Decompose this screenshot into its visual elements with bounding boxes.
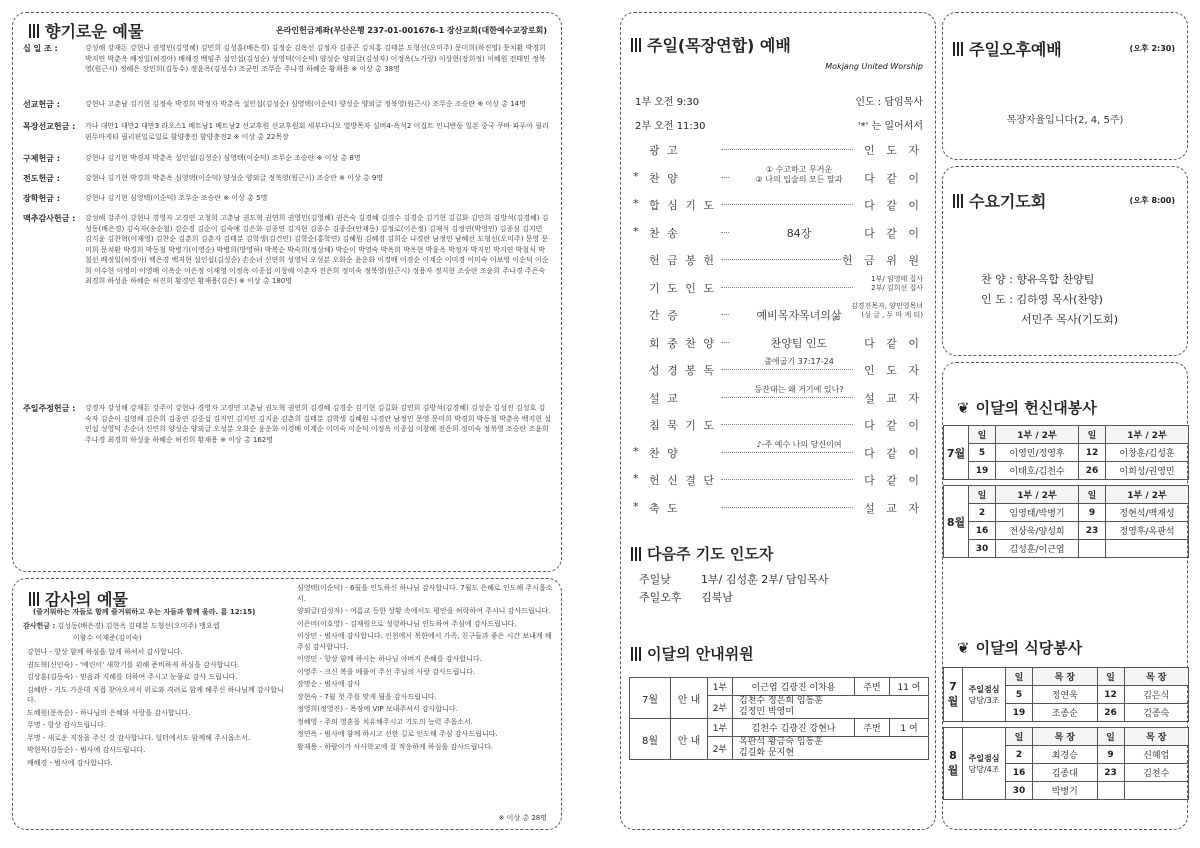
ushers-title-wrap [631,643,754,664]
column-header: 일 [1006,728,1033,746]
table-cell: 이희성/권영민 [1106,462,1189,480]
thanks-item: 정영희(정영진) - 목장에 VIP 보내주셔서 감사합니다. [297,705,458,713]
offering-group-names: 강현나 김기현 심영택(이순덕) 조무순 조승란 ※ 이상 총 5명 [85,194,268,202]
table-cell: 5 [1006,686,1033,704]
thanks-item: 양외글(김성자) - 여름교 등한 상황 속에서도 평안을 허락하여 주시니 감사드립니다. [297,607,551,615]
table-cell: 9 [1079,504,1106,522]
worship-order-item [633,164,923,189]
order-person: 다 같 이 [864,474,923,487]
offering-group-names: 강현나 김기현 박경자 박춘옥 설인섭(김성순) 심영택(이순덕) 조무순 조승란 ※ 이상 총 8명 [85,154,361,162]
wednesday-time: (오후 8:00) [1129,196,1175,205]
thanks-names2: 이왕수 이재준(김이숙) [73,634,142,642]
offering-group-label: 장학헌금 : [23,194,60,203]
column-header: 일 [969,486,996,504]
table-cell: 19 [969,462,996,480]
ushers-role: 안 내 [671,678,708,719]
worship-order-item [633,222,923,244]
table-row [944,462,1189,480]
afternoon-title-wrap [953,37,1062,60]
thanks-item: 무명 - 항상 감사드립니다. [27,721,107,729]
order-name: 설 교 [649,391,680,405]
thanks-item: 무명 - 새로운 직장을 주신 것 감사합니다. 일터에서도 함께해 주시옵소서. [27,733,251,742]
ushers-week-label: 주번 [855,678,890,696]
worship-order-item [639,332,923,354]
ushers-month: 8월 [630,719,671,760]
first-service-time: 1부 오전 9:30 [635,97,700,108]
thanks-right-list [297,583,555,754]
leader-line [721,424,853,425]
order-name: 찬 양 [649,171,680,185]
afternoon-panel [942,12,1188,160]
column-header: 1부 / 2부 [996,426,1079,444]
ushers-title: 이달의 안내위원 [647,645,754,663]
ushers-month: 7월 [630,678,671,719]
offering-group-label: 주일주정헌금 : [23,404,76,413]
thanks-head [23,621,219,632]
thanks-item: 이영주 - 크신 복을 베풀어 주신 주님의 사랑 감사드립니다. [297,667,476,676]
second-service-time: 2부 오전 11:30 [635,121,706,132]
table-cell: 이창훈/김성훈 [1106,444,1189,462]
stand-mark: * [633,472,639,485]
wednesday-title-wrap [953,189,1046,212]
table-cell [1106,540,1189,558]
table-header-row [944,728,1189,746]
stand-note: '*' 는 일어서서 [857,121,923,132]
kitchen-table [943,667,1189,722]
table-header-row [944,426,1189,444]
column-header: 1부 / 2부 [1106,486,1189,504]
leader-line [721,397,853,398]
thanks-total: ※ 이상 총 28명 [498,814,547,822]
order-name: 침 묵 기 도 [649,419,716,432]
wednesday-leader: 인 도 : 김하영 목사(찬양) [981,293,1103,306]
section-mark-icon [631,547,641,561]
column-header: 목 장 [1124,668,1189,686]
order-person: 김경진목자, 양민영목녀 (싱 글 , 두 마 게 티) [850,302,923,319]
ushers-role: 안 내 [671,719,708,760]
thanks-item: 이은비(이호영) - 김재원으로 성령하나님 인도하여 주심에 감사드립니다. [297,619,517,628]
offering-group-label: 십 일 조 : [23,44,58,53]
order-detail: 예비목자목녀의삶 [729,307,869,323]
team-cell [963,728,1006,800]
table-row [944,444,1189,462]
table-cell: 임영태/박병기 [996,504,1079,522]
worship-order-item [639,359,923,381]
table-cell: 박병기 [1033,782,1098,800]
worship-order-item [639,384,923,409]
order-name: 광 고 [649,144,680,157]
month-label: 8월 [944,486,969,558]
kitchen-title: 이달의 식당봉사 [975,639,1083,657]
thanks-label: 감사헌금 : [23,622,56,630]
next-pm-label: 주일오후 [639,591,682,604]
offering-group-label: 전도헌금 : [23,174,60,183]
wednesday-leader2: 서민주 목사(기도회) [1021,313,1119,326]
table-cell: 정현석/백재성 [1106,504,1189,522]
offering-title-wrap [29,19,143,42]
column-header: 1부 / 2부 [996,486,1079,504]
ushers-week-label: 주번 [855,719,890,737]
wednesday-panel [942,166,1188,356]
section-mark-icon [631,38,641,52]
table-cell: 9 [1097,746,1124,764]
stand-mark: * [633,444,639,458]
section-mark-icon [953,194,963,208]
leader-line [721,259,853,260]
stand-mark: * [633,224,639,238]
order-person: 인 도 자 [864,144,923,157]
team-label: 담당/3조 [968,695,1000,705]
offering-group-label: 목장선교헌금 : [23,122,76,131]
order-detail: 찬양팀 인도 [729,335,869,351]
thanks-title: 감사의 예물 [45,590,128,609]
worship-panel [620,12,936,830]
order-detail: 등잔대는 왜 거기에 있나? [729,385,869,395]
ushers-week: 1 여 [890,719,929,737]
month-label: 8월 [944,728,963,800]
section-mark-icon [29,24,39,38]
table-cell: 김성훈/이근엽 [996,540,1079,558]
order-person: 설 교 자 [864,391,923,405]
month-label: 7월 [944,426,969,480]
order-name: 기 도 인 도 [649,281,716,295]
table-cell: 김천수 [1124,764,1189,782]
section-mark-icon [29,592,39,606]
thanks-left-list [27,647,289,770]
ushers-row [630,719,929,737]
order-person: 다 같 이 [864,446,923,460]
wednesday-title: 수요기도회 [969,192,1047,211]
offering-group-label: 구제헌금 : [23,154,60,163]
table-cell: 정연욱 [1033,686,1098,704]
offering-title: 향기로운 예물 [45,22,144,41]
service-title: 이달의 헌신대봉사 [975,399,1097,417]
table-cell: 2 [1006,746,1033,764]
team-cell [963,668,1006,722]
worship-order-item [639,304,923,326]
table-cell: 전상욱/양성희 [996,522,1079,540]
column-header: 일 [1097,728,1124,746]
ushers-service: 1부 [708,678,733,696]
order-person: 다 같 이 [864,199,923,212]
order-detail: ♪-주 예수 나의 당신이여 [729,440,869,450]
section-mark-icon [631,647,641,661]
next-title-wrap [631,543,773,564]
table-header-row [944,668,1189,686]
leader-line [721,479,853,480]
table-cell: 김은식 [1124,686,1189,704]
table-cell: 16 [1006,764,1033,782]
table-row [944,504,1189,522]
order-name: 헌 신 결 단 [649,474,716,487]
meal-label: 주일점심 [968,684,1000,694]
worship-order-item [639,414,923,436]
column-header: 일 [1097,668,1124,686]
worship-title: 주일(목장연합) 예배 [647,36,791,55]
table-cell: 26 [1079,462,1106,480]
worship-order-item [639,139,923,161]
section-mark-icon [953,42,963,56]
ushers-service: 1부 [708,719,733,737]
afternoon-text: 목장자율입니다(2, 4, 5주) [1006,115,1124,126]
table-header-row [944,486,1189,504]
service-panel [942,362,1188,830]
order-name: 회 중 찬 양 [649,336,716,350]
ushers-table [629,677,929,760]
order-name: 성 경 봉 독 [649,364,716,377]
thanks-item: 정연옥 - 범사에 함께 하시고 선한 길로 인도해 주심 감사드립니다. [297,730,498,738]
thanks-item: 장현숙 - 7월 첫 주를 맞게 됨을 감사드립니다. [297,692,437,701]
table-cell: 조종순 [1033,704,1098,722]
table-cell: 23 [1097,764,1124,782]
ushers-week: 11 여 [890,678,929,696]
meal-label: 주일점심 [968,753,1000,763]
thanks-names: 김성동(배은경) 김현옥 김태분 도형선(오미주) 맹요셉 [57,622,220,630]
table-cell: 김종대 [1033,764,1098,782]
ushers-names: 이근엽 김광진 이차용 [733,678,855,696]
order-person: 1부/ 임영태 집사 2부/ 김희선 집사 [871,274,923,292]
thanks-item: 황재용 - 하람이가 사사학교에 잘 적응하게 하심을 감사드립니다. [297,742,494,751]
worship-order-item [633,497,923,519]
order-detail: 84장 [729,225,869,241]
ushers-names: 김천수 김광진 강현나 [733,719,855,737]
worship-order-item [633,194,923,216]
next-day-value: 1부/ 김성훈 2부/ 담임목사 [701,573,829,586]
table-cell: 30 [1006,782,1033,800]
table-cell: 19 [1006,704,1033,722]
table-cell: 12 [1097,686,1124,704]
offering-group-names: 강성해 강재돈 강현나 권영민(김영혜) 김민희 김성훈(배은경) 김정순 김옥선 김정자 김종곤 김치홍 김태분 도형선(오미주) 문미희(하진영) 문치환 박경희 박지연 박춘옥 배정일(허경아) 배해경 백임주 설인섭(김성순) 성영덕(이순덕) 양성순 양외글(김성자) 이정옥(노가랑) 이상현(장희정) 이혜원 전태민 정북영(원근시) 정혜은 장민희(김동수) 정윤옥(김성수) 조균민 조무순 주나경 하혜순 황재용 ※ 이상 총 38명 [85,44,546,73]
column-header: 일 [1079,426,1106,444]
afternoon-time: (오후 2:30) [1129,44,1175,53]
table-cell [1097,782,1124,800]
column-header: 목 장 [1124,728,1189,746]
leader-line [721,287,853,288]
team-label: 담당/4조 [968,764,1000,774]
thanks-item: 장명순 - 범사에 감사 [297,680,361,688]
table-cell [1124,782,1189,800]
order-person: 다 같 이 [864,419,923,432]
worship-order-item [633,439,923,464]
table-cell: 이태호/김천수 [996,462,1079,480]
worship-order-item [639,274,923,299]
worship-subtitle: Mokjang United Worship [825,62,923,71]
order-name: 헌 금 봉 헌 [649,254,716,267]
next-title: 다음주 기도 인도자 [647,545,774,563]
column-header: 일 [1006,668,1033,686]
thanks-item: 도혜원(문옥순) - 하나님의 은혜와 사랑을 감사합니다. [27,708,191,717]
order-person: 설 교 자 [864,501,923,515]
leaf-icon: ❦ [957,638,970,657]
leader-line [721,507,853,508]
order-name: 축 도 [649,501,680,515]
leader-line [721,452,853,453]
table-cell: 이영민/정영후 [996,444,1079,462]
column-header: 1부 / 2부 [1106,426,1189,444]
worship-order-item [639,249,923,271]
online-account: 온라인헌금계좌(부산은행 237-01-001676-1 장산교회(대한예수교장로회) [275,26,547,35]
table-cell: 26 [1097,704,1124,722]
ushers-row [630,678,929,696]
table-cell: 최경승 [1033,746,1098,764]
thanks-item: 이영민 - 항상 함께 하시는 하나님 아버지 은혜를 감사합니다. [297,655,482,663]
next-day-label: 주일낮 [639,573,671,586]
afternoon-title: 주일오후예배 [969,40,1062,59]
table-cell: 정영후/옥판석 [1106,522,1189,540]
worship-title-wrap [631,33,791,56]
leader-line [721,369,853,370]
table-cell: 12 [1079,444,1106,462]
stand-mark: * [633,499,639,513]
table-cell: 16 [969,522,996,540]
ushers-names: 옥판석 황금숙 임동훈 김길화 문지현 [733,737,929,760]
thanks-item: 권도혁(신인숙) - '예린이' 새학기를 위해 준비하게 하심을 감사합니다. [27,660,240,669]
offering-group-names: 가나 대만1 대만2 대만3 라오스1 베트남1 베트남2 선교후원 선교후원회 세부다니오 열방목자 실버4-옥석2 이집트 인니반둥 일본 중국 쿠바 파푸아 필리핀두마게티 필리핀일로일로 함양충전 함양충전2 ※ 이상 총 22목장 [85,122,549,141]
order-person: 다 같 이 [864,336,923,350]
worship-order-item [633,469,923,491]
table-cell: 30 [969,540,996,558]
thanks-item: 강현나 - 항상 함께 하심을 알게 하셔서 감사합니다. [27,648,183,656]
column-header: 일 [1079,486,1106,504]
thanks-item: 김상훈(김동숙) - 믿음과 지혜를 더하여 주시고 눈물로 감사 드립니다. [27,673,238,681]
leader-label: 인도 : 담임목사 [855,97,923,108]
column-header: 목 장 [1033,668,1098,686]
leader-line [721,204,853,205]
table-row [944,540,1189,558]
offering-group-names: 강현나 김기현 박경희 박춘옥 심영택(이순덕) 양성순 양외글 정북영(원근시) 조승란 ※ 이상 총 9명 [85,174,384,182]
table-cell: 신혜업 [1124,746,1189,764]
thanks-item: 정혜영 - 주의 영혼을 치유해주시고 기도의 능력 주옵소서. [297,717,473,726]
order-detail: 출애굽기 37:17-24 [729,357,869,367]
ushers-service: 2부 [708,737,733,760]
order-person: 헌 금 위 원 [842,254,923,267]
order-person: 다 같 이 [864,171,923,185]
table-cell: 5 [969,444,996,462]
table-row [944,522,1189,540]
service-table [943,425,1189,480]
column-header: 일 [969,426,996,444]
stand-mark: * [633,169,639,183]
table-cell [1079,540,1106,558]
offering-panel [12,12,562,572]
thanks-item: 이상민 - 범사에 감사합니다. 인천에서 북한에서 가족, 친구들과 좋은 시간 보내게 해주심 감사합니다. [297,632,552,651]
offering-group-names: 강성해 강주이 강현나 경영자 고경연 고청희 고춘남 권도혁 권연희 권영민(김영혜) 권은숙 김경혜 김경수 김경순 김기현 김길화 김민희 김방석(김경혜) 김성동(배은경) 김숙자(송순철) 김순경 김순이 김숙예 김은화 김종연 김지현 김종수 김종순(안재동) 김정로(이은정) 김재석 김정연(박영민) 김종심 김지민 김지윤 김찬혁(이재영) 김찬순 김춘희 김춘자 김태분 김학생(김건민) 김학순(홍학연) 김혜원 김혜경 김희순 나경란 남정민 남혜선 도형선(오미주) 문영 문미희 문치환 박경희 박동철 박병기(이영순) 박병희(방영하) 박복순 박숙희(정상해) 박순이 박영숙 박옥희 박옥현 박윤옥 박정자 박지민 박지연 박철식 박철선 배정일(허경아) 백은경 백지현 설인섭(김성순) 손순녀 신연희 성영덕 오성분 오화순 윤운화 이경배 이경순 이계순 이미경 이미숙 이보영 이순덕 이순희 이수현 이영미 이영배 이옥순 이은정 이재영 이정옥 이종섭 이창해 이춘자 전은희 정미숙 정북영(원근시) 정용자 정지현 조승란 조윤희 주나경 주은숙 최경희 하성윤 하혜순 허진희 황경민 황재용(김은) ※ 이상 총 180명 [85,214,549,285]
stand-mark: * [633,197,639,210]
order-person: 인 도 자 [864,364,923,377]
thanks-item: 박현묵(김동순) - 범사에 감사드립니다. [27,746,146,754]
leader-line [721,149,853,150]
thanks-item: 심영택(이순덕) - 6월을 인도하신 하나님 감사합니다. 7월도 은혜로 인도해 주시옵소서. [297,584,553,603]
offering-group-names: 강현나 고춘남 김기현 김정숙 박경희 박정자 박춘옥 설인섭(김성순) 심영택(이순덕) 양성순 양외글 정북영(원근시) 조무순 조승란 ※ 이상 총 14명 [85,100,526,108]
offering-group-names: 강경자 강성해 강재돈 강주이 강현나 경영자 고경연 고춘남 권도혁 권연희 김경혜 김경순 김기현 김길화 김민희 김방석(김경혜) 김성순 김성진 김성호 김숙자 김순이 김영해 김은희 김종연 김중섭 김지민 김지민 김지윤 김춘희 김태분 김학생 김혜원 나경란 남정민 문영 문미희 박경희 박동철 박춘옥 백지현 설인섭 성영덕 손순녀 신연희 양성순 양외글 오성분 오화순 윤운화 이경배 이계순 이미숙 이순덕 이정옥 이종섭 이창해 전은희 정미숙 정북영 조승란 조윤희 주나경 최경희 하성윤 하혜순 허진희 황재용 ※ 이상 총 162명 [85,404,551,444]
leaf-icon: ❦ [957,398,970,417]
order-name: 찬 양 [649,446,680,460]
kitchen-table [943,727,1189,800]
offering-group-label: 맥추감사헌금 : [23,214,76,223]
thanks-subtitle: (즐거워하는 자들로 함께 즐거워하고 우는 자들과 함께 울라. 롬 12:15) [33,608,256,616]
kitchen-title-wrap [957,637,1082,658]
ushers-names: 김천수 정은희 임동훈 김정민 박영미 [733,696,929,719]
wednesday-praise: 찬 양 : 향유옥합 찬양팀 [981,273,1095,286]
thanks-panel [12,578,562,830]
month-label: 7월 [944,668,963,722]
order-name: 합 심 기 도 [649,199,716,212]
table-cell: 23 [1079,522,1106,540]
order-name: 찬 송 [649,226,680,240]
ushers-service: 2부 [708,696,733,719]
column-header: 목 장 [1033,728,1098,746]
table-cell: 2 [969,504,996,522]
order-name: 간 증 [649,309,680,322]
thanks-item: 김혜란 - 기도 가운데 직접 찾아오셔서 위로와 격려로 함께 해주신 하나님께 감사합니다. [27,685,284,704]
table-cell: 김종숙 [1124,704,1189,722]
next-pm-value: 김북남 [701,591,733,604]
offering-group-label: 선교헌금 : [23,100,60,109]
service-title-wrap [957,397,1097,418]
service-table [943,485,1189,558]
thanks-item: 배혜경 - 범사에 감사합니다. [27,758,113,767]
order-detail: ① 수고하고 무거운 ② 나의 입술의 모든 말과 [729,165,869,185]
order-person: 다 같 이 [864,226,923,240]
